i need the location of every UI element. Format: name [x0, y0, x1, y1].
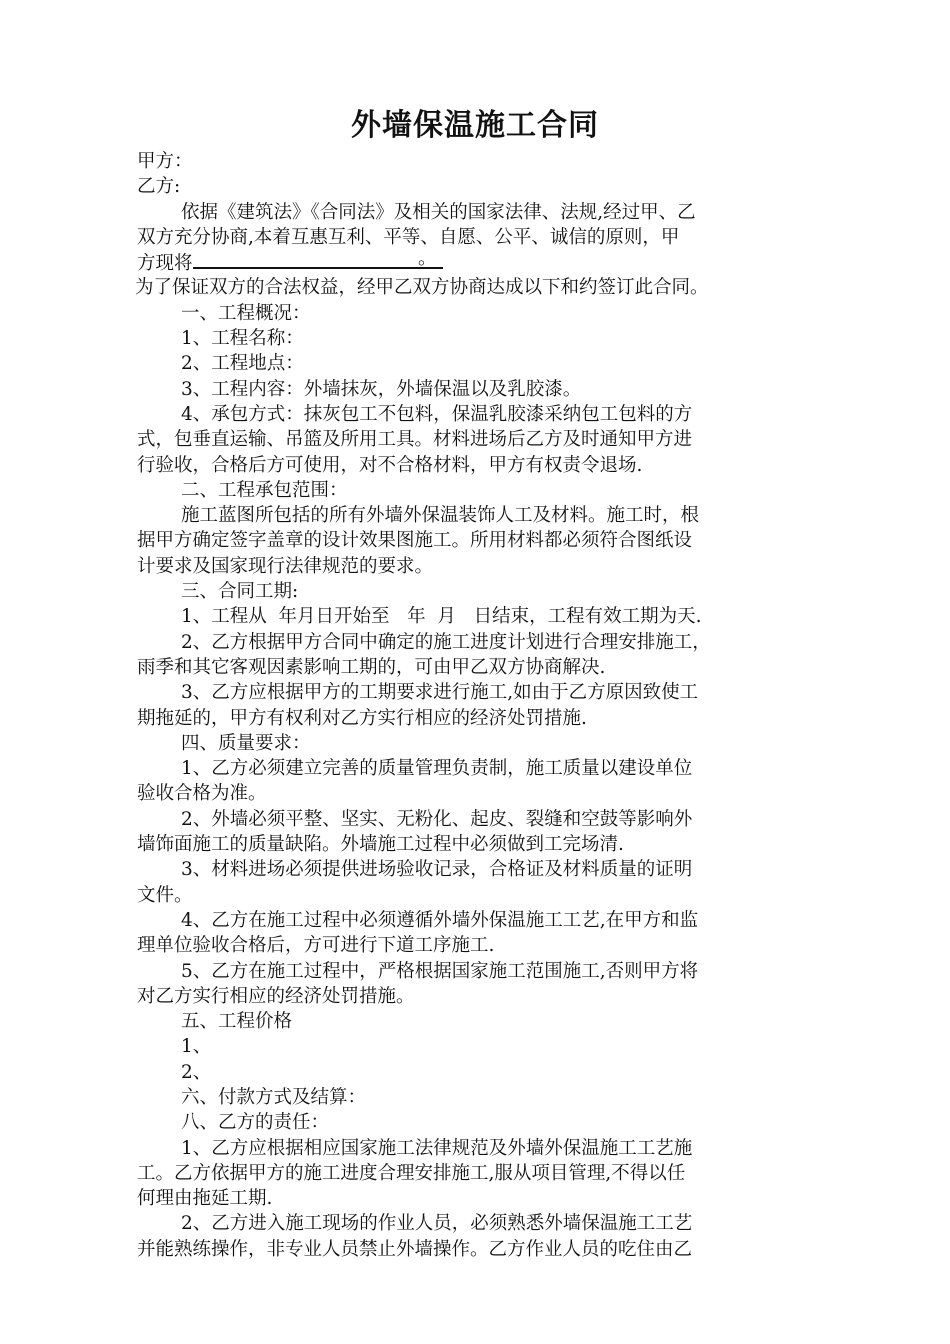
- clause-line: 2、乙方进入施工现场的作业人员，必须熟悉外墙保温施工工艺: [181, 1213, 693, 1235]
- clause-line: 4、乙方在施工过程中必须遵循外墙外保温施工工艺,在甲方和监: [181, 909, 699, 931]
- intro-line: 双方充分协商,本着互惠互利、平等、自愿、公平、诚信的原则，甲: [137, 226, 680, 248]
- intro-blank-line: [137, 247, 827, 275]
- clause-line: 工。乙方依据甲方的施工进度合理安排施工,服从项目管理,不得以任: [137, 1162, 686, 1184]
- clause-line: 3、材料进场必须提供进场验收记录，合格证及材料质量的证明: [181, 859, 693, 881]
- clause-line: 1、乙方应根据相应国家施工法律规范及外墙外保温施工工艺施: [181, 1137, 693, 1159]
- blank-period: 。: [418, 247, 437, 269]
- clause-line: 计要求及国家现行法律规范的要求。: [137, 555, 434, 577]
- clause-line: 期拖延的，甲方有权利对乙方实行相应的经济处罚措施.: [137, 707, 587, 729]
- clause-line: 3、工程内容：外墙抹灰，外墙保温以及乳胶漆。: [181, 378, 582, 400]
- section-heading: 四、质量要求：: [181, 732, 311, 754]
- clause-line: 2、外墙必须平整、坚实、无粉化、起皮、裂缝和空鼓等影响外: [181, 808, 693, 830]
- clause-line: 1、: [181, 1036, 212, 1058]
- section-heading: 六、付款方式及结算：: [181, 1086, 367, 1108]
- clause-line: 1、工程从 年月日开始至 年 月 日结束，工程有效工期为天.: [181, 606, 702, 628]
- document-title: 外墙保温施工合同: [351, 108, 599, 143]
- intro-line: 依据《建筑法》《合同法》及相关的国家法律、法规,经过甲、乙: [181, 201, 696, 223]
- contract-body: [137, 149, 827, 1262]
- clause-line: 何理由拖延工期.: [137, 1188, 273, 1210]
- party-b-line: 乙方:: [137, 176, 181, 198]
- section-heading: 五、工程价格: [181, 1011, 293, 1033]
- intro-text: 方现将: [137, 253, 193, 275]
- clause-line: 验收合格为准。: [137, 783, 267, 805]
- clause-line: 文件。: [137, 884, 193, 906]
- clause-line: 2、乙方根据甲方合同中确定的施工进度计划进行合理安排施工，: [181, 631, 711, 653]
- clause-line: 并能熟练操作，非专业人员禁止外墙操作。乙方作业人员的吃住由乙: [137, 1238, 693, 1260]
- clause-line: 据甲方确定签字盖章的设计效果图施工。所用材料都必须符合图纸设: [137, 530, 693, 552]
- intro-line: 为了保证双方的合法权益，经甲乙双方协商达成以下和约签订此合同。: [135, 277, 709, 299]
- clause-line: 墙饰面施工的质量缺陷。外墙施工过程中必须做到工完场清.: [137, 834, 624, 856]
- clause-line: 施工蓝图所包括的所有外墙外保温装饰人工及材料。施工时，根: [181, 505, 700, 527]
- clause-line: 4、承包方式：抹灰包工不包料，保温乳胶漆采纳包工包料的方: [181, 403, 693, 425]
- clause-line: 3、乙方应根据甲方的工期要求进行施工,如由于乙方原因致使工: [181, 682, 699, 704]
- clause-line: 1、工程名称：: [181, 328, 304, 350]
- section-heading: 三、合同工期:: [181, 581, 299, 603]
- section-heading: 二、工程承包范围：: [181, 479, 348, 501]
- clause-line: 行验收，合格后方可使用，对不合格材料，甲方有权责令退场.: [137, 454, 643, 476]
- clause-line: 对乙方实行相应的经济处罚措施。: [137, 985, 415, 1007]
- party-a-line: 甲方：: [137, 151, 193, 172]
- clause-line: 理单位验收合格后，方可进行下道工序施工.: [137, 935, 495, 957]
- clause-line: 1、乙方必须建立完善的质量管理负责制，施工质量以建设单位: [181, 758, 693, 780]
- clause-line: 式，包垂直运输、吊篮及所用工具。材料进场后乙方及时通知甲方进: [137, 429, 693, 451]
- section-heading: 一、工程概况：: [181, 302, 311, 324]
- clause-line: 雨季和其它客观因素影响工期的，可由甲乙双方协商解决.: [137, 656, 606, 678]
- clause-line: 2、: [181, 1061, 212, 1083]
- fill-in-blank: [193, 247, 443, 269]
- clause-line: 2、工程地点：: [181, 353, 304, 375]
- section-heading: 八、乙方的责任：: [181, 1112, 330, 1134]
- clause-line: 5、乙方在施工过程中，严格根据国家施工范围施工,否则甲方将: [181, 960, 699, 982]
